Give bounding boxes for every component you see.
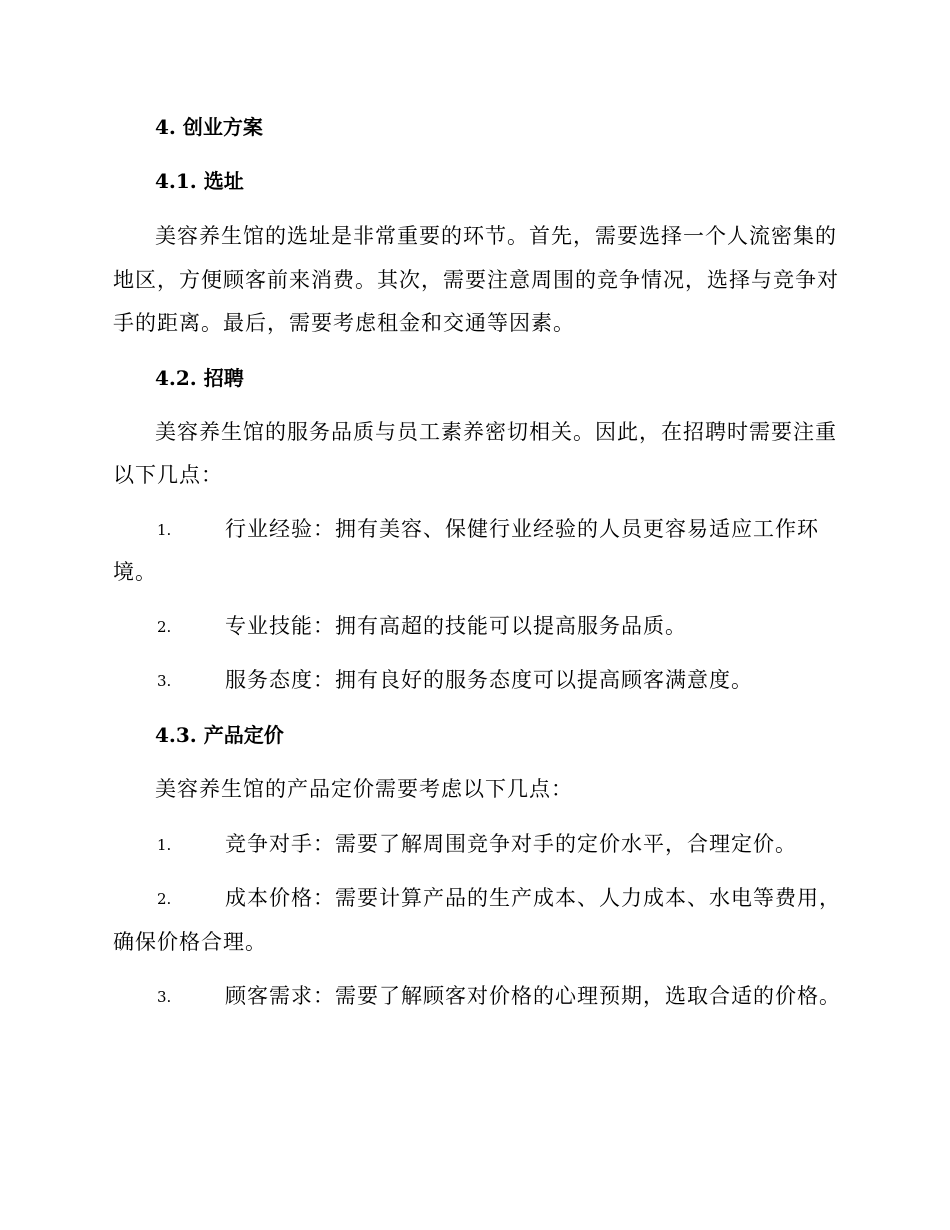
recruitment-intro-line: 以下几点：	[113, 463, 223, 487]
list-item-text: 竞争对手：需要了解周围竞争对手的定价水平，合理定价。	[225, 832, 797, 856]
list-item-number: 3.	[157, 672, 172, 690]
subsection-heading-pricing: 4.3. 产品定价	[155, 723, 284, 747]
list-item-number: 1.	[157, 521, 172, 539]
list-item-number: 3.	[157, 988, 172, 1006]
pricing-intro-line: 美容养生馆的产品定价需要考虑以下几点：	[155, 777, 573, 801]
section-heading: 4. 创业方案	[155, 115, 263, 139]
list-item-text: 行业经验：拥有美容、保健行业经验的人员更容易适应工作环	[225, 517, 819, 541]
list-item-text: 服务态度：拥有良好的服务态度可以提高顾客满意度。	[225, 668, 753, 692]
list-item-text: 顾客需求：需要了解顾客对价格的心理预期，选取合适的价格。	[225, 984, 841, 1008]
list-item-text: 境。	[113, 560, 157, 584]
list-item-text: 成本价格：需要计算产品的生产成本、人力成本、水电等费用，	[225, 886, 841, 910]
location-paragraph-line: 美容养生馆的选址是非常重要的环节。首先，需要选择一个人流密集的	[155, 224, 837, 248]
list-item-text: 确保价格合理。	[113, 930, 267, 954]
list-item-number: 1.	[157, 836, 172, 854]
subsection-heading-location: 4.1. 选址	[155, 169, 244, 193]
list-item-number: 2.	[157, 890, 172, 908]
location-paragraph-line: 手的距离。最后，需要考虑租金和交通等因素。	[113, 311, 575, 335]
list-item-text: 专业技能：拥有高超的技能可以提高服务品质。	[225, 614, 687, 638]
subsection-heading-recruitment: 4.2. 招聘	[155, 366, 244, 390]
list-item-number: 2.	[157, 618, 172, 636]
recruitment-intro-line: 美容养生馆的服务品质与员工素养密切相关。因此，在招聘时需要注重	[155, 420, 837, 444]
location-paragraph-line: 地区，方便顾客前来消费。其次，需要注意周围的竞争情况，选择与竞争对	[113, 268, 839, 292]
